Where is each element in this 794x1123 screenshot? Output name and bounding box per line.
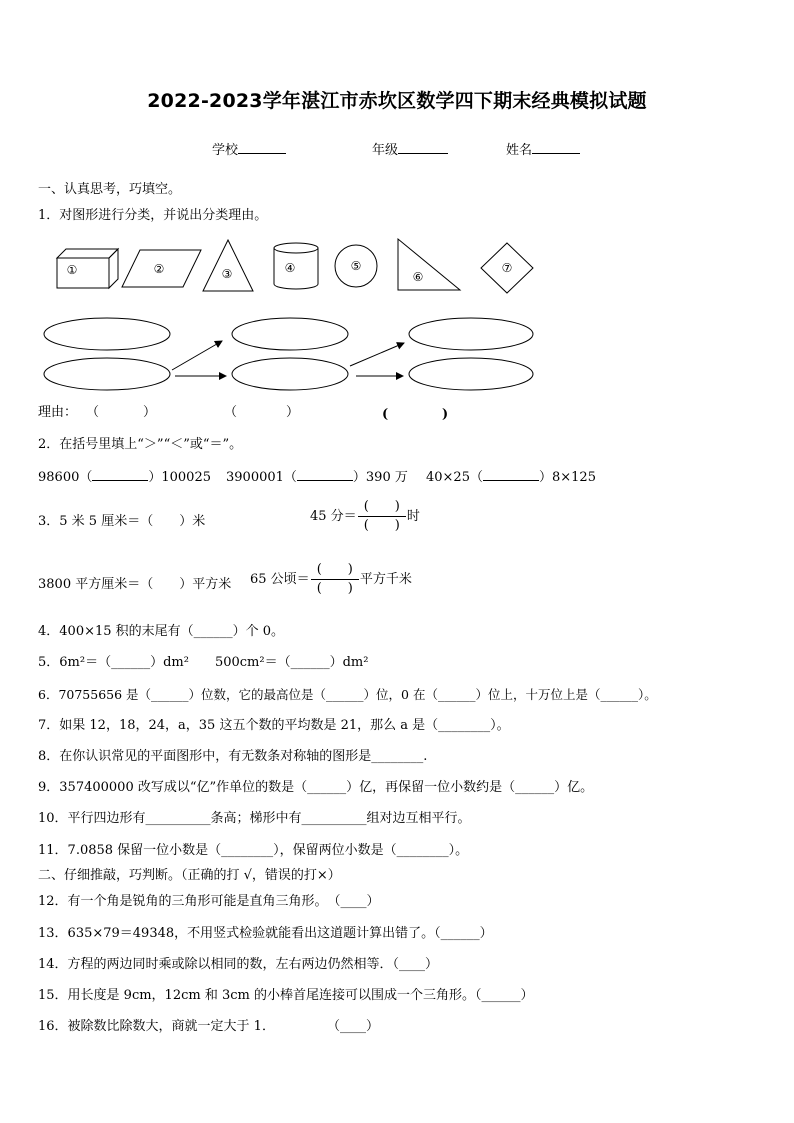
q2-a-right: ）100025 (148, 470, 211, 485)
name-field (506, 140, 580, 160)
fraction-numerator: ( ) (316, 562, 353, 577)
grade-label: 年级 (372, 143, 399, 158)
question-6: 6．70755656 是（______）位数，它的最高位是（______）位，0 在（______）位上，十万位上是（______）。 (38, 687, 657, 702)
group-oval-1[interactable] (44, 318, 170, 350)
reason-paren-close-2: ） (286, 405, 300, 420)
question-14: 14．方程的两边同时乘或除以相同的数，左右两边仍然相等．（____） (38, 957, 439, 972)
name-blank[interactable] (532, 140, 580, 154)
shape-label-7: ⑦ (501, 261, 513, 275)
q2-b-blank[interactable] (297, 467, 353, 481)
q2-a-blank[interactable] (92, 467, 148, 481)
shape-label-1: ① (66, 263, 78, 277)
group-oval-2[interactable] (44, 358, 170, 390)
group-oval-6[interactable] (409, 358, 533, 390)
q2-b-right: ）390 万 (352, 470, 408, 485)
school-field (212, 140, 286, 160)
q3-part4-right: 平方千米 (359, 571, 412, 587)
group-oval-3[interactable] (232, 318, 348, 350)
question-1: 1．对图形进行分类，并说出分类理由。 (38, 208, 268, 223)
triangle-shape (203, 240, 253, 291)
reason-paren-close-1: ） (143, 405, 157, 420)
question-15: 15．用长度是 9cm，12cm 和 3cm 的小棒首尾连接可以围成一个三角形。（______） (38, 988, 534, 1003)
cylinder-shape (274, 243, 318, 289)
shapes-figure (0, 230, 794, 400)
question-7: 7．如果 12，18，24，a，35 这五个数的平均数是 21，那么 a 是（________）。 (38, 718, 510, 733)
page-title: 2022-2023学年湛江市赤坎区数学四下期末经典模拟试题 (147, 90, 647, 112)
question-4: 4．400×15 积的末尾有（______）个 0。 (38, 624, 285, 639)
school-label: 学校 (212, 143, 239, 158)
q2-c-blank[interactable] (483, 467, 539, 481)
question-10: 10．平行四边形有__________条高；梯形中有__________组对边互相平行。 (38, 811, 471, 826)
question-2: 2．在括号里填上“＞”“＜”或“＝”。 (38, 437, 243, 452)
reason-paren-open-3: ( (382, 407, 389, 422)
cuboid-shape (57, 249, 118, 288)
reason-paren-close-3: ) (442, 407, 449, 422)
fraction-denominator: ( ) (316, 581, 353, 596)
shape-label-2: ② (153, 262, 165, 276)
group-oval-5[interactable] (409, 318, 533, 350)
question-16: 16．被除数比除数大，商就一定大于 1． （____） (38, 1019, 379, 1034)
q2-compare-a (38, 467, 211, 487)
shape-label-6: ⑥ (412, 270, 424, 284)
grade-blank[interactable] (398, 140, 448, 154)
q3-part2-right: 时 (406, 508, 420, 524)
q3-part2-left: 45 分＝ (310, 508, 357, 524)
fraction-denominator: ( ) (363, 518, 400, 533)
question-12: 12．有一个角是锐角的三角形可能是直角三角形。 （____） (38, 894, 380, 909)
q2-c-left: 40×25（ (426, 470, 483, 485)
section-1-heading: 一、认真思考，巧填空。 (38, 182, 182, 197)
right-triangle-shape (398, 239, 460, 290)
rhombus-shape (481, 243, 533, 293)
q3-part-1: 3．5 米 5 厘米＝（ ）米 (38, 514, 206, 529)
question-8: 8．在你认识常见的平面图形中，有无数条对称轴的图形是________. (38, 749, 428, 764)
q3-part-3: 3800 平方厘米＝（ ）平方米 (38, 577, 232, 592)
reason-label: 理由： (38, 405, 78, 420)
fraction-numerator: ( ) (363, 499, 400, 514)
arrow-up-1 (172, 341, 222, 370)
q3-part-4 (250, 561, 412, 598)
section-2-heading: 二、仔细推敲，巧判断。（正确的打 √，错误的打×） (38, 868, 341, 883)
q2-c-right: ）8×125 (538, 470, 596, 485)
shape-label-4: ④ (284, 261, 296, 275)
arrow-up-2 (350, 343, 404, 366)
reason-paren-open-1: （ (86, 405, 100, 420)
school-blank[interactable] (238, 140, 286, 154)
name-label: 姓名 (506, 143, 533, 158)
grade-field (372, 140, 448, 160)
q2-compare-b (226, 467, 408, 487)
q3-part4-left: 65 公顷＝ (250, 571, 310, 587)
question-5: 5．6m²＝（______）dm² 500cm²＝（______）dm² (38, 655, 369, 670)
q2-compare-c (426, 467, 596, 487)
q3-part-2 (310, 498, 420, 535)
parallelogram-shape (122, 250, 201, 287)
q3-fraction-1[interactable] (358, 498, 406, 535)
shape-label-3: ③ (221, 267, 233, 281)
question-11: 11．7.0858 保留一位小数是（________），保留两位小数是（________）。 (38, 843, 469, 858)
circle-shape (335, 245, 377, 287)
question-13: 13．635×79＝49348，不用竖式检验就能看出这道题计算出错了。（______） (38, 926, 493, 941)
question-9: 9．357400000 改写成以“亿”作单位的数是（______）亿，再保留一位小数约是（______）亿。 (38, 780, 594, 795)
q3-fraction-2[interactable] (311, 561, 359, 598)
q2-a-left: 98600（ (38, 470, 93, 485)
reason-paren-open-2: （ (224, 405, 238, 420)
q2-b-left: 3900001（ (226, 470, 297, 485)
group-oval-4[interactable] (232, 358, 348, 390)
shape-label-5: ⑤ (350, 259, 362, 273)
